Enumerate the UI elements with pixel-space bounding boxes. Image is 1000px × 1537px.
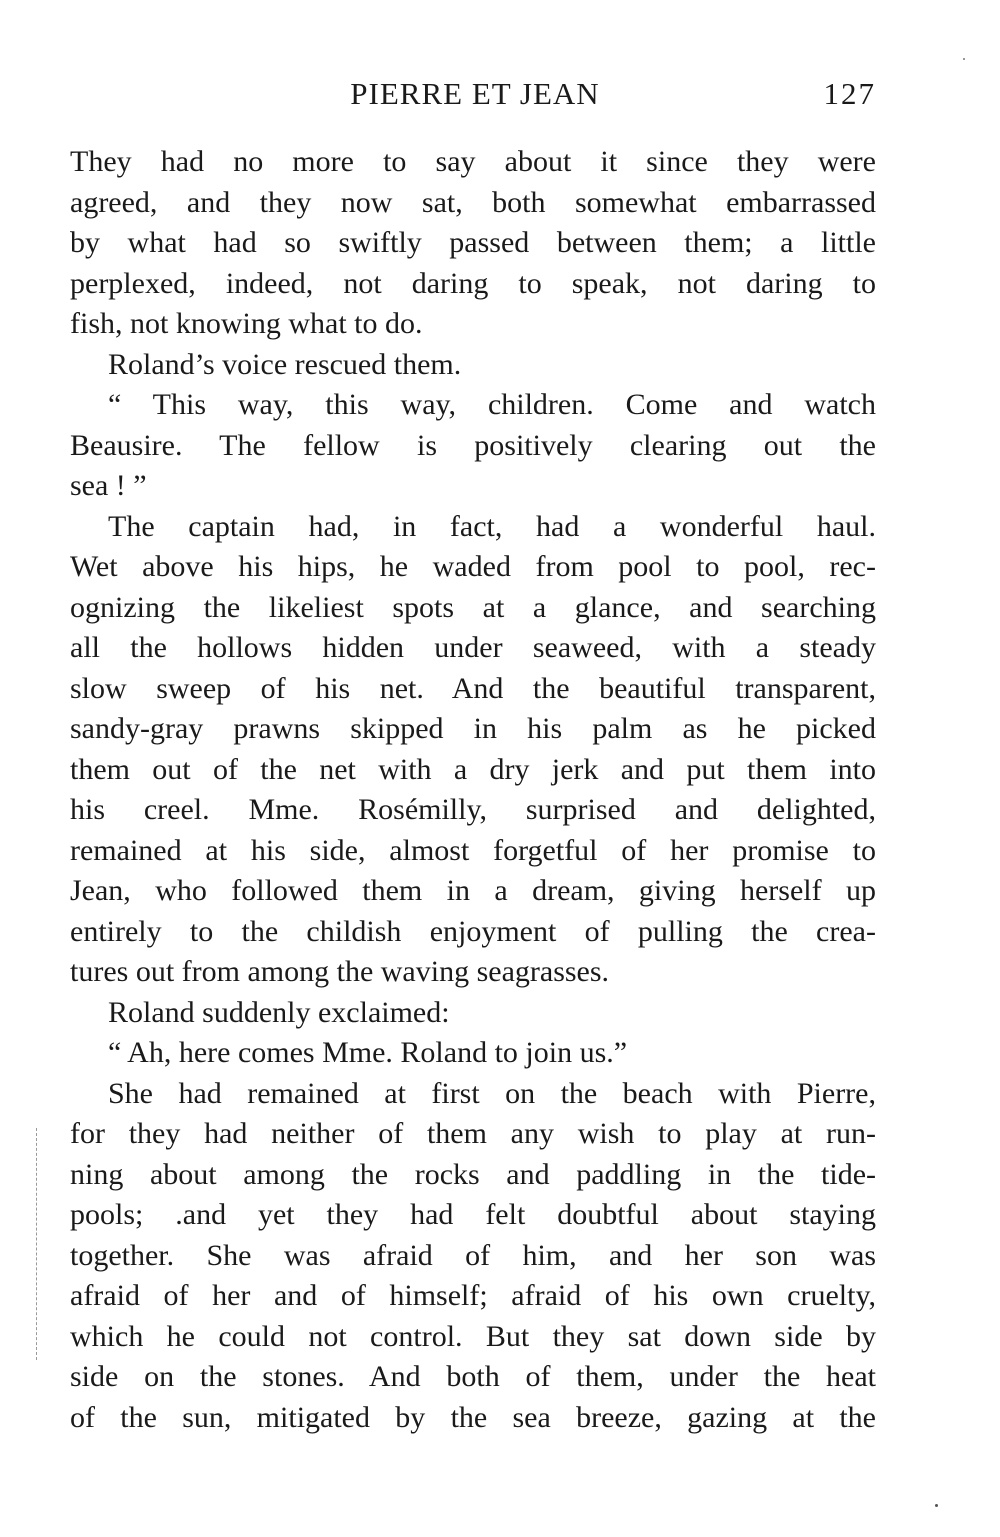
body-text bbox=[70, 142, 876, 1438]
text-line: sea ! ” bbox=[70, 469, 147, 502]
text-line: afraid of her and of himself; afraid of his own cruelty, bbox=[70, 1279, 876, 1312]
text-line: The captain had, in fact, had a wonderful haul. bbox=[108, 509, 876, 543]
text-line: of the sun, mitigated by the sea breeze, gazing at the bbox=[70, 1400, 876, 1434]
text-line: “ Ah, here comes Mme. Roland to join us.” bbox=[108, 1036, 628, 1069]
text-line: his creel. Mme. Rosémilly, surprised and delighted, bbox=[70, 793, 876, 826]
text-line: perplexed, indeed, not daring to speak, not daring to bbox=[70, 266, 876, 300]
text-line: remained at his side, almost forgetful of her promise to bbox=[70, 833, 876, 867]
text-line: for they had neither of them any wish to play at run- bbox=[70, 1117, 876, 1150]
running-title: PIERRE ET JEAN bbox=[350, 76, 600, 111]
text-line: which he could not control. But they sat down side by bbox=[70, 1319, 876, 1353]
text-line: Jean, who followed them in a dream, giving herself up bbox=[70, 874, 876, 907]
scan-speck bbox=[963, 58, 965, 60]
text-line: pools; .and yet they had felt doubtful about staying bbox=[70, 1198, 876, 1231]
text-line: Roland’s voice rescued them. bbox=[108, 347, 462, 381]
text-line: fish, not knowing what to do. bbox=[70, 307, 423, 340]
text-line: ning about among the rocks and paddling in the tide- bbox=[70, 1157, 876, 1191]
text-line: Beausire. The fellow is positively clearing out the bbox=[70, 428, 876, 462]
text-line: slow sweep of his net. And the beautiful transparent, bbox=[70, 671, 876, 705]
text-line: ognizing the likeliest spots at a glance, and searching bbox=[70, 590, 876, 624]
running-head bbox=[70, 72, 880, 116]
text-line: agreed, and they now sat, both somewhat embarrassed bbox=[70, 185, 876, 219]
text-line: They had no more to say about it since they were bbox=[70, 145, 876, 178]
text-line: sandy-gray prawns skipped in his palm as he picked bbox=[70, 712, 876, 745]
page-number: 127 bbox=[823, 76, 876, 111]
margin-pencil-mark bbox=[36, 1128, 37, 1360]
text-line: by what had so swiftly passed between them; a little bbox=[70, 226, 876, 259]
text-line: side on the stones. And both of them, under the heat bbox=[70, 1360, 876, 1393]
text-line: “ This way, this way, children. Come and watch bbox=[108, 388, 876, 421]
text-line: tures out from among the waving seagrasses. bbox=[70, 955, 610, 988]
text-line: together. She was afraid of him, and her son was bbox=[70, 1238, 876, 1272]
text-line: Wet above his hips, he waded from pool to pool, rec- bbox=[70, 550, 876, 583]
text-line: all the hollows hidden under seaweed, with a steady bbox=[70, 631, 876, 664]
text-line: entirely to the childish enjoyment of pulling the crea- bbox=[70, 914, 876, 948]
text-line: them out of the net with a dry jerk and put them into bbox=[70, 752, 876, 786]
text-line: Roland suddenly exclaimed: bbox=[108, 995, 450, 1029]
text-line: She had remained at first on the beach with Pierre, bbox=[108, 1076, 876, 1110]
scan-speck bbox=[935, 1504, 938, 1507]
